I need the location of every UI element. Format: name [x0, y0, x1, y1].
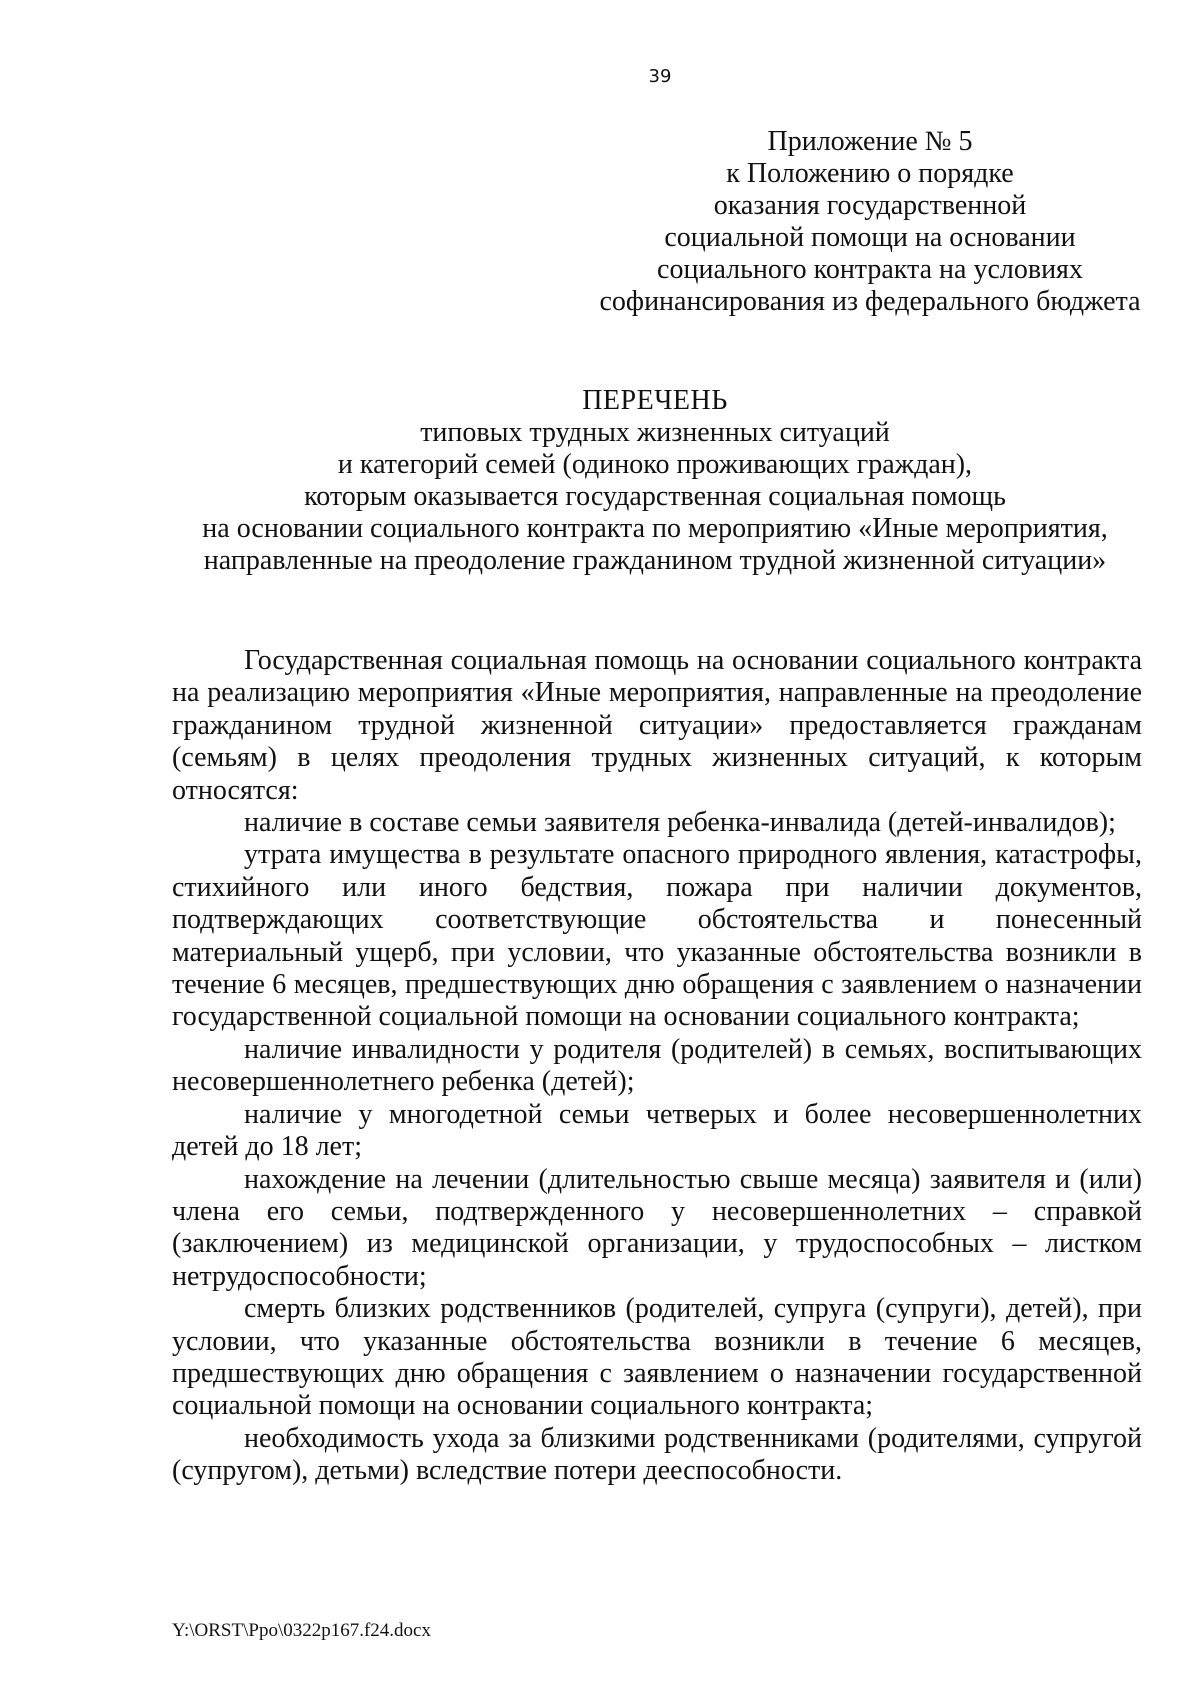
- title-subline: типовых трудных жизненных ситуаций: [420, 417, 890, 448]
- list-item-paragraph: наличие инвалидности у родителя (родителей) в семьях, воспитывающих несовершеннолетнего ребенка (детей);: [172, 1033, 1142, 1098]
- document-title-block: [170, 385, 1140, 577]
- list-item-paragraph: необходимость ухода за близкими родственниками (родителями, супругой (супругом), детьми) вследствие потери дееспособности.: [172, 1422, 1142, 1487]
- title-subline: и категорий семей (одиноко проживающих граждан),: [337, 449, 973, 480]
- appendix-header: [590, 126, 1150, 318]
- appendix-line: софинансирования из федерального бюджета: [599, 286, 1141, 317]
- footer-file-path: Y:\ORST\Ppo\0322p167.f24.docx: [172, 1620, 431, 1641]
- appendix-line: к Положению о порядке: [726, 158, 1014, 189]
- list-item-paragraph: наличие у многодетной семьи четверых и более несовершеннолетних детей до 18 лет;: [172, 1098, 1142, 1163]
- appendix-line: Приложение № 5: [767, 126, 973, 157]
- document-title: ПЕРЕЧЕНЬ: [582, 385, 728, 416]
- list-item-paragraph: нахождение на лечении (длительностью свыше месяца) заявителя и (или) члена его семьи, подтвержденного у несовершеннолетних – справкой (заключением) из медицинской организации, у трудоспособных – листком нетрудоспособности;: [172, 1163, 1142, 1292]
- title-subline: направленные на преодоление гражданином трудной жизненной ситуации»: [203, 545, 1107, 576]
- page-number: 39: [648, 66, 672, 87]
- list-item-paragraph: наличие в составе семьи заявителя ребенка-инвалида (детей-инвалидов);: [244, 807, 1116, 839]
- appendix-line: социального контракта на условиях: [657, 254, 1083, 285]
- intro-paragraph: Государственная социальная помощь на основании социального контракта на реализацию мероприятия «Иные мероприятия, направленные на преодоление гражданином трудной жизненной ситуации» предоставляется гражданам (семьям) в целях преодоления трудных жизненных ситуаций, к которым относятся:: [172, 645, 1142, 806]
- list-item-paragraph: смерть близких родственников (родителей, супруга (супруги), детей), при условии, что указанные обстоятельства возникли в течение 6 месяцев, предшествующих дню обращения с заявлением о назначении государственной социальной помощи на основании социального контракта;: [172, 1293, 1142, 1422]
- title-subline: на основании социального контракта по мероприятию «Иные мероприятия,: [202, 513, 1108, 544]
- appendix-line: оказания государственной: [713, 190, 1027, 221]
- appendix-line: социальной помощи на основании: [664, 222, 1076, 253]
- document-body: [172, 645, 1142, 1488]
- title-subline: которым оказывается государственная социальная помощь: [304, 481, 1006, 512]
- list-item-paragraph: утрата имущества в результате опасного природного явления, катастрофы, стихийного или иного бедствия, пожара при наличии документов, подтверждающих соответствующие обстоятельства и понесенный материальный ущерб, при условии, что указанные обстоятельства возникли в течение 6 месяцев, предшествующих дню обращения с заявлением о назначении государственной социальной помощи на основании социального контракта;: [172, 839, 1142, 1033]
